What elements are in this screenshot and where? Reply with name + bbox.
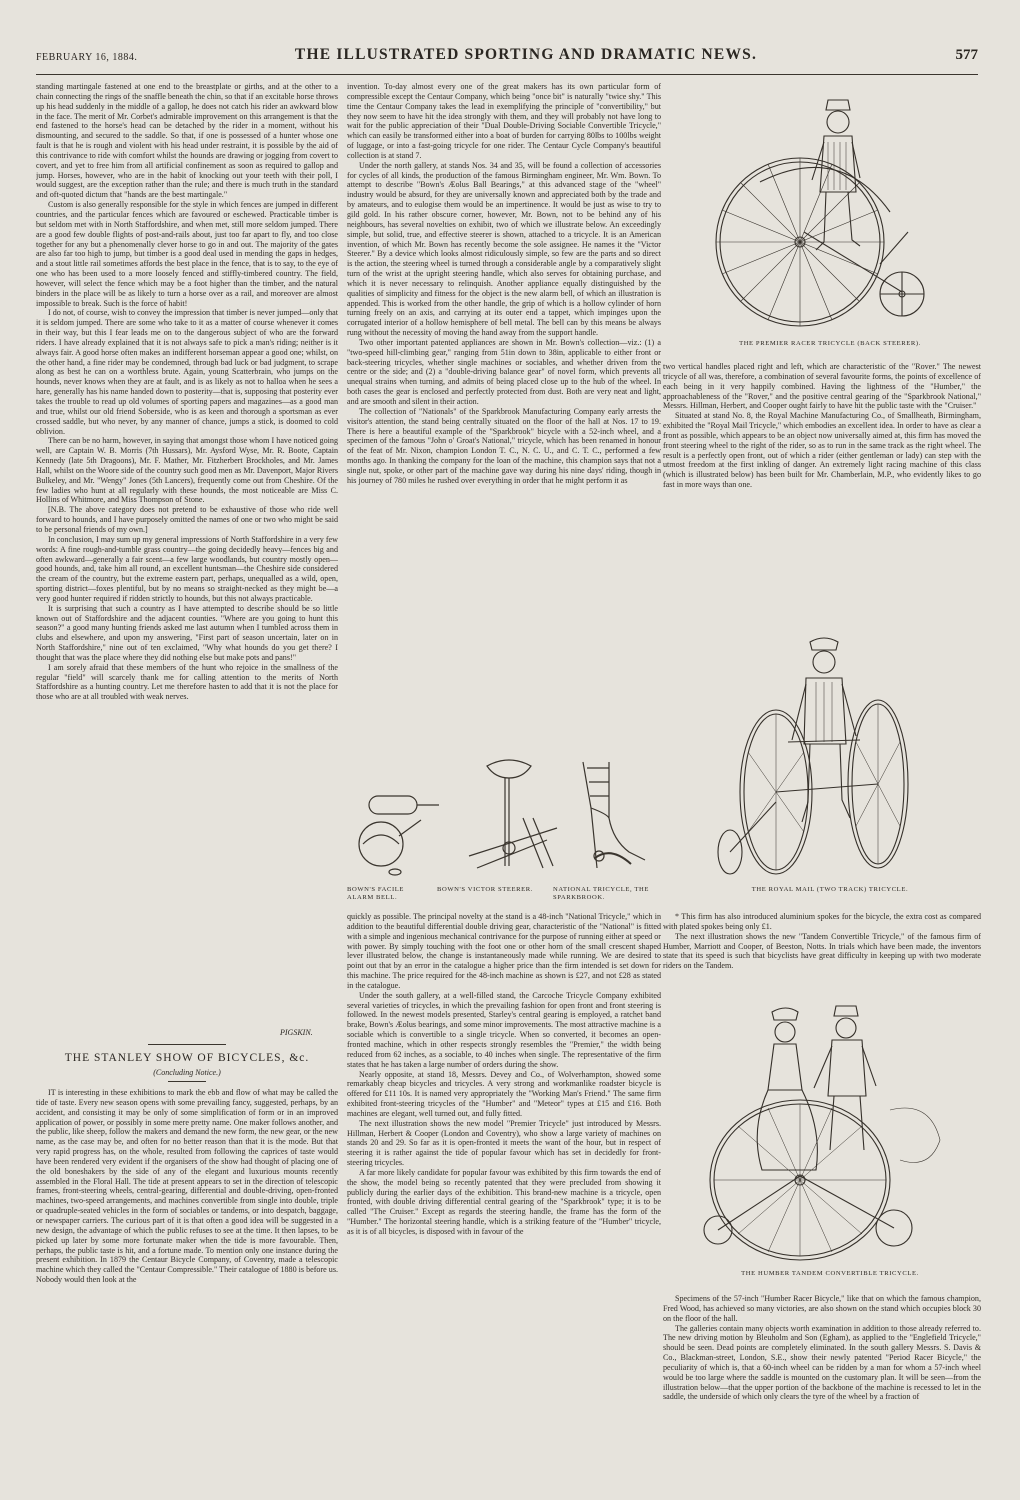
bown-illustrations <box>347 748 661 908</box>
paragraph: A far more likely candidate for popular favour was exhibited by this firm towards the end of the show, the model being so recently patented that they were precluded from showing it publicly during the earlier days of the exhibition. This brand-new machine is a tricycle, open fronted, with double driving differential central gearing of the "Sparkbrook" type; it is to be called "The Cruiser." Except as regards the steering handle, the frame has the form of the "Humber." The horizontal steering handle, which is a striking feature of the "Humber" tricycle, as it is of all bicycles, is disposed with in favour of the <box>347 1167 661 1236</box>
paragraph: The next illustration shows the new "Tandem Convertible Tricycle," of the famous firm of Humber, Marriott and Cooper, of Beeston, Notts. In trials which have been made, the inventors state that its speed is such that bicyclists have great difficulty in keeping up with two moderate riders on the Tandem. <box>663 931 981 971</box>
lady-bodice <box>768 1044 802 1090</box>
caption-premier-racer: THE PREMIER RACER TRICYCLE (BACK STEERER). <box>739 340 921 347</box>
crank-arm <box>583 762 597 868</box>
column-1 <box>36 82 338 1022</box>
paragraph: Two other important patented appliances are shown in Mr. Bown's collection—viz.: (1) a "two-speed hill-climbing gear," ranging from 51in down to 38in, applicable to either front or back-steering tricycles, whether single machines or sociables, and whether driven from the centre or the side; and (2) a "double-driving balance gear" of novel form, which prevents all unequal strains when turning, and admits of being placed close up to the hub of the wheel. In both cases the gear is enclosed and perfectly protected from dust. Both are very neat and light, and are smooth and silent in their action. <box>347 337 661 406</box>
lady-skirt <box>757 1090 817 1170</box>
royal-mail-engraving <box>700 632 960 886</box>
paragraph: IT is interesting in these exhibitions to mark the ebb and flow of what may be called the tide of taste. Every new season opens with some prevailing fancy, suggested, perhaps, by an accident, and consisting it may be only of some simplification of form or in an improved application of power, or possibly in some mere pretty name. One maker follows another, and the public, like sheep, follow the makers and demand the new form, the new gear, or the new name, as the case may be, and often for no better reason than that it is the mode. But that very rapid progress has, on the whole, resulted from following the caprices of taste would have been rendered very evident if the organisers of the show had thought of placing one of the old boneshakers by the side of any of the elegant and luxurious mounts recently assembled in the Floral Hall. The tide at present appears to set in the direction of telescopic frames, front-steering wheels, central-gearing, differential and double-driving, open-fronted machines, two-speed arrangements, and machines convertible from single into double, triple or quadruple-seated vehicles in the form of sociables or tandems, or into despatch, baggage, or newspaper carriers. The curious part of it is that often a good idea will be suggested in a new design, the advantage of which the public refuses to see at the time. It then lapses, to be picked up later by some more fortunate maker when the tide is more favourable. Then, perhaps, the public taste is hit, and a fortune made. To mention only one instance during the present exhibition. In 1879 the Centaur Bicycle Company, of Coventry, made a telescopic machine which they called the "Centaur Compressible." Their catalogue of 1880 is before us. Nobody would then look at the <box>36 1088 338 1285</box>
divider-rule <box>168 1081 206 1082</box>
premier-racer-engraving <box>680 82 980 340</box>
rider-torso <box>804 678 846 744</box>
caption-alarm-bell: BOWN'S FACILE ALARM BELL. <box>347 886 405 901</box>
paragraph: Under the south gallery, at a well-filled stand, the Carcoche Tricycle Company exhibited several varieties of tricycles, in which the prevailing fashion for open front and front steering is followed. In the newest models presented, Starley's central gearing is employed, a ratchet band brake, Bown's Æolus bearings, and some minor improvements. The most attractive machine is a sociable which is convertible to a single tricycle. When so converted, it becomes an open-fronted machine, which in other respects strongly resembles the "Premier," the width being reduced from 62 inches, as a sociable, to 40 inches when single. The representative of the firm states that he has taken a large number of orders during the show. <box>347 990 661 1069</box>
rider-helmet <box>810 638 838 650</box>
paragraph: invention. To-day almost every one of the great makers has its own particular form of compressible except the Centaur Company, which being "once bit" is naturally "twice shy." This time the Centaur Company takes the lead in exemplifying the principle of "convertibility," but they now seem to have hit the idea strongly with them, and they will probably not have long to wait for the public appreciation of their "Dual Double-Driving Sociable Convertible Tricycle," which can easily be transformed either into a boat of burden for carrying 80lbs to 100lbs weight of luggage, or into a fast-going tricycle for one rider. The Centaur Cycle Company's beautiful collection is at stand 7. <box>347 82 661 160</box>
bell-handle-grip <box>369 796 417 814</box>
gentleman-legs <box>830 1096 864 1150</box>
gentleman-torso <box>828 1040 866 1096</box>
foliage-shading <box>890 1108 940 1163</box>
steerer-cup <box>487 760 531 778</box>
royal-mail-figure <box>700 632 960 900</box>
paragraph: The collection of "Nationals" of the Sparkbrook Manufacturing Company early arrests the visitor's attention, the stand being centrally situated on the floor of the hall at Nos. 17 to 19. There is here a beautiful example of the "Sparkbrook" bicycle with a 52-inch wheel, and a specimen of the famous "John o' Groat's National," tricycle, which has been renamed in honour of the feat of Mr. Nixon, champion London T. C., N. C. U., and C. T. C., performed a few months ago. In thanking the company for the loan of the machine, this champion says that not a single nut, spoke, or other part of the machine gave way during his nine days' riding, though in his journey of 780 miles he rushed over everything in order that he might perform it as <box>347 406 661 485</box>
rider-cap <box>826 100 850 110</box>
paragraph: The next illustration shows the new model "Premier Tricycle" just introduced by Messrs. Hillman, Herbert & Cooper (London and Coventry), who show a large variety of machines on stands 20 and 29. So far as it is open-fronted it meets the want of the hour, but in respect of steering it is rather against the tide of popular favour which has set in decidedly for front-steering tricycles. <box>347 1118 661 1168</box>
paragraph: I do not, of course, wish to convey the impression that timber is never jumped—only that it is seldom jumped. There are some who take to it as a matter of course whenever it comes in their way, but this I fear leads me on to the dangerous subject of who are the forward riders. I have already explained that it is not always safe to pick a man's riding; neither is it always fair. A good horse often makes an indifferent horseman appear a good one; whilst, on the other hand, a fine rider may be condemned, through bad luck or bad judgment, to scrape along as best he can on a worthless brute. Again, young Scatterbrain, who jumps on the hounds, never knows when they are at fault, and is as likely as not to halloa when he sees a hare, generally has his name handed down to posterity—that is, supposing that posterity ever takes the trouble to read up old volumes of sporting papers and magazines—as a good man and true, whilst our old friend Soberside, who is as keen and thorough a sportsman as ever crossed saddle, but who never, by any manner of chance, jumps a stick, is doomed to cold oblivion. <box>36 308 338 436</box>
paragraph: Nearly opposite, at stand 18, Messrs. Devey and Co., of Wolverhampton, showed some remarkably cheap bicycles and tricycles. A very strong and workmanlike roadster bicycle is offered for £11 10s. It is named very appropriately the "Working Man's Friend." The same firm exhibited front-steering tricycles of the "Humber" and "Meteor" types at £15 and £16. Both machines are elegant, well turned out, and fully fitted. <box>347 1069 661 1118</box>
paragraph: It is surprising that such a country as I have attempted to describe should be so little known out of Staffordshire and the adjacent counties. "Where are you going to hunt this season?" a good many hunting friends asked me last autumn when I tumbled across them in clubs and elsewhere, and upon my answering, "First part of season uncertain, later on in North Staffordshire," nine out of ten exclaimed, "Why what hounds do you get there? I thought that was the place where they did nothing else but make pots and pans!" <box>36 603 338 662</box>
rider-legs <box>802 744 850 822</box>
rider-head <box>827 111 849 133</box>
paragraph: Situated at stand No. 8, the Royal Machine Manufacturing Co., of Smallheath, Birmingham, exhibited the "Royal Mail Tricycle," which embodies an excellent idea. In order to have as clear a front as possible, which appears to be an object now universally aimed at, this firm has moved the front steering wheel to the right of the rider, so as to run in the same track as the right wheel. The result is a perfectly open front, out of which a rider (either gentleman or lady) can step with the utmost freedom at the first inkling of danger. An extremely light racing machine of this class (which is illustrated below) has been built for Mr. Chamberlain, M.P., who evidently likes to go fast in more ways than one. <box>663 411 981 490</box>
author-signature: PIGSKIN. <box>280 1028 313 1037</box>
caption-victor-steerer: BOWN'S VICTOR STEERER. <box>437 886 534 893</box>
gentleman-cap <box>834 1006 858 1016</box>
caption-royal-mail: THE ROYAL MAIL (TWO TRACK) TRICYCLE. <box>751 886 909 893</box>
caption-national-tricycle: NATIONAL TRICYCLE, THE SPARKBROOK. <box>553 886 650 901</box>
issue-date: FEBRUARY 16, 1884. <box>36 52 138 63</box>
column-2-top <box>347 82 661 747</box>
paragraph: standing martingale fastened at one end to the breastplate or girths, and at the other to a chain connecting the rings of the snaffle beneath the chin, so that if an excitable horse throws up his head suddenly in the middle of a gallop, he does not catch his rider an awkward blow in the face. The merit of Mr. Corbet's admirable improvement on this arrangement is that the end fastened to the horse's head can be detached by the rider in a moment, without his dismounting, and secured to the saddle. So that, if one is possessed of a hunter whose one fault is that he is rough and violent with his head under restraint, it is possible by the aid of this contrivance to ride with comfort whilst the hounds are drawing or jogging from covert to covert, and yet to free him from all artificial confinement as soon as required to gallop and jump. Horses, however, who are in the habit of knocking out your teeth with their poll, I would suggest, are the exception rather than the rule; and there is much truth in the standard and oft-quoted dictum that "hands are the best martingale." <box>36 82 338 200</box>
rider-torso <box>820 136 856 192</box>
rider-legs <box>816 192 860 250</box>
caption-humber-tandem: THE HUMBER TANDEM CONVERTIBLE TRICYCLE. <box>741 1270 919 1277</box>
premier-racer-figure <box>680 82 980 352</box>
column-2-bottom <box>347 912 661 1480</box>
column-3-text-b <box>663 912 981 994</box>
lady-hat <box>772 1008 798 1020</box>
gentleman-head <box>836 1018 856 1038</box>
paragraph: Specimens of the 57-inch "Humber Racer Bicycle," like that on which the famous champion, Fred Wood, has achieved so many victories, are also shown on the stand which occupies block 30 on the floor of the hall. <box>663 1294 981 1323</box>
rider-head <box>813 651 835 673</box>
paragraph: The galleries contain many objects worth examination in addition to those already referred to. The new driving motion by Bleuholm and Son (Egham), as applied to the "Englefield Tricycle," should be seen. Dead points are completely eliminated. In the south gallery Messrs. S. Davis & Co., Blackman-street, London, S.E., show their newly patented "Period Racer Bicycle," the peculiarity of which is, that a 60-inch wheel can be ridden by a man for whom a 57-inch wheel would be too large where the saddle is mounted on the customary plan. It will be seen—from the illustration below—that the upper portion of the backbone of the machine is recessed to let in the saddle, the underside of which only clears the tyre of the wheel by a fraction of <box>663 1323 981 1402</box>
paragraph: Under the north gallery, at stands Nos. 34 and 35, will be found a collection of accessories for cycles of all kinds, the production of the famous Birmingham engineer, Mr. Wm. Bown. To attempt to describe "Bown's Æolus Ball Bearings," at this advanced stage of the "wheel" industry would be absurd, for they are universally known and appreciated both by the trade and by amateurs, and to eulogise them would be an impertinence. It would be just as wise to try to gild gold. In his rather obscure corner, however, Mr. Bown, not to be behind any of his neighbours, has several novelties on exhibit, two of which we illustrate below. An exceedingly simple, but solid, true, and effective steerer is shown, attached to a tricycle. It is an American invention, of which Mr. Bown has recently become the sole assignee. He names it the "Victor Steerer." By a device which looks almost ridiculously simple, so few are the parts and so direct is the action, the steering wheel is turned through a considerable angle by a comparatively slight turn of the wrist at the upright steering handle, which also serves for obtaining purchase, and which it is never necessary to relinquish. Another appliance equally distinguished by the qualities of simplicity and fitness for the object is the new alarm bell, of which an illustration is appended. This is worked from the other handle, the grip of which is a hollow cylinder of horn turning freely on an axis, and carrying at its outer end a tappet, which impinges upon the corrugated interior of a hollow hemisphere of bell metal. The bell can by this means be always rung without the necessity of moving the hand away from the support handle. <box>347 160 661 338</box>
paragraph: In conclusion, I may sum up my general impressions of North Staffordshire in a very few words: A fine rough-and-tumble grass country—the going decidedly heavy—fences big and often awkward—generally a fair scent—a few large woodlands, but country mostly open—good hounds, and, take him all round, an excellent huntsman—the Cheshire side considered the cream of the country, but the extreme eastern part, perhaps, unequalled as a wild, open, sporting district—foxes plentiful, but by no means so straight-necked as they might be—a very good hunter required if ridden strictly to hounds, but this not always practicable. <box>36 534 338 603</box>
masthead <box>36 44 978 75</box>
footnote: * This firm has also introduced aluminium spokes for the bicycle, the extra cost as compared with plated spokes being only £1. <box>663 912 981 931</box>
section-title: THE STANLEY SHOW OF BICYCLES, &c. <box>64 1052 310 1064</box>
column-1-article <box>36 1088 338 1480</box>
humber-tandem-engraving <box>690 1000 970 1268</box>
paragraph: I am sorely afraid that these members of the hunt who rejoice in the smallness of the regular "field" will scarcely thank me for calling attention to the merits of North Staffordshire as a hunting country. Let me therefore hasten to add that it is not the place for those who are at all troubled with weak nerves. <box>36 662 338 702</box>
column-3-text-c <box>663 1294 981 1480</box>
publication-title: THE ILLUSTRATED SPORTING AND DRAMATIC NEWS. <box>294 46 758 63</box>
column-3-text-a <box>663 362 981 624</box>
lady-head <box>775 1022 795 1042</box>
paragraph: two vertical handles placed right and left, which are characteristic of the "Rover." The newest tricycle of all was, therefore, a combination of several favourite forms, the points of excellence of each being in it very happily combined. Having the lightness of the "Humber," the approachableness of the "Rover," and the positive central gearing of the "Sparkbrook National," Messrs. Hillman, Herbert, and Cooper ought fairly to have hit the public taste with the "Cruiser." <box>663 362 981 411</box>
paragraph: There can be no harm, however, in saying that amongst those whom I have noticed going well, are Captain W. B. Morris (7th Hussars), Mr. Aysford Wyse, Mr. R. Boote, Captain Kennedy (late 5th Dragoons), Mr. F. Mather, Mr. Fitzherbert Brockholes, and Mr. James Hall, whilst on the Woore side of the country such good men as Mr. Davenport, Major Rivers Bulkeley, and Mr. "Wengy" Jones (5th Lancers), frequently come out from Cheshire. Of the few ladies who hunt at all regularly with these hounds, the most noticeable are Miss C. Hollins of Whitmore, and Miss Thompson of Stone. <box>36 436 338 505</box>
page-number: 577 <box>955 47 978 63</box>
humber-tandem-figure <box>690 1000 970 1282</box>
divider-rule <box>148 1044 226 1045</box>
paragraph: [N.B. The above category does not pretend to be exhaustive of those who ride well forward to hounds, and I have purposely omitted the names of one or two who might be said to be personal friends of my own.] <box>36 505 338 534</box>
bown-accessories-engraving <box>347 748 661 884</box>
section-subtitle: (Concluding Notice.) <box>153 1068 221 1077</box>
paragraph: quickly as possible. The principal novelty at the stand is a 48-inch "National Tricycle," which in addition to the beautiful differential double driving gear, characteristic of the "National" is fitted with a simple and ingenious mechanical contrivance for the purpose of running either at speed or with power. By simply touching with the foot one or other horn of the small crescent shaped lever illustrated below, the change is instantaneously made while running. We are desired to point out that by an error in the catalogue a higher price than the firm intended is set down for this machine. The price required for the 48-inch machine as shown is £27, and not £28 as stated in the catalogue. <box>347 912 661 990</box>
paragraph: Custom is also generally responsible for the style in which fences are jumped in different countries, and the particular fences which are favoured or eschewed. Practicable timber is but seldom met with in North Staffordshire, and when met, still more seldom jumped. There are a good few double flights of post-and-rails about, just too far apart to fly, and too close together for any but a phenomenally clever horse to go in and out. The majority of the gates are also far too high to jump, but timber is a good deal used in mending the gaps in hedges, and a stout little rail sometimes affords the best place in the fence, that is to say, to the eye of one who has been used to a more loosely fenced and stiffly-timbered country. The field, however, will select the fence which may be a foot higher than the timber, and the natural binders in the place will be as likely to turn a horse over as a rail, and moreover are almost impossible to break. Such is the force of habit! <box>36 200 338 308</box>
bell-dome <box>359 822 403 866</box>
